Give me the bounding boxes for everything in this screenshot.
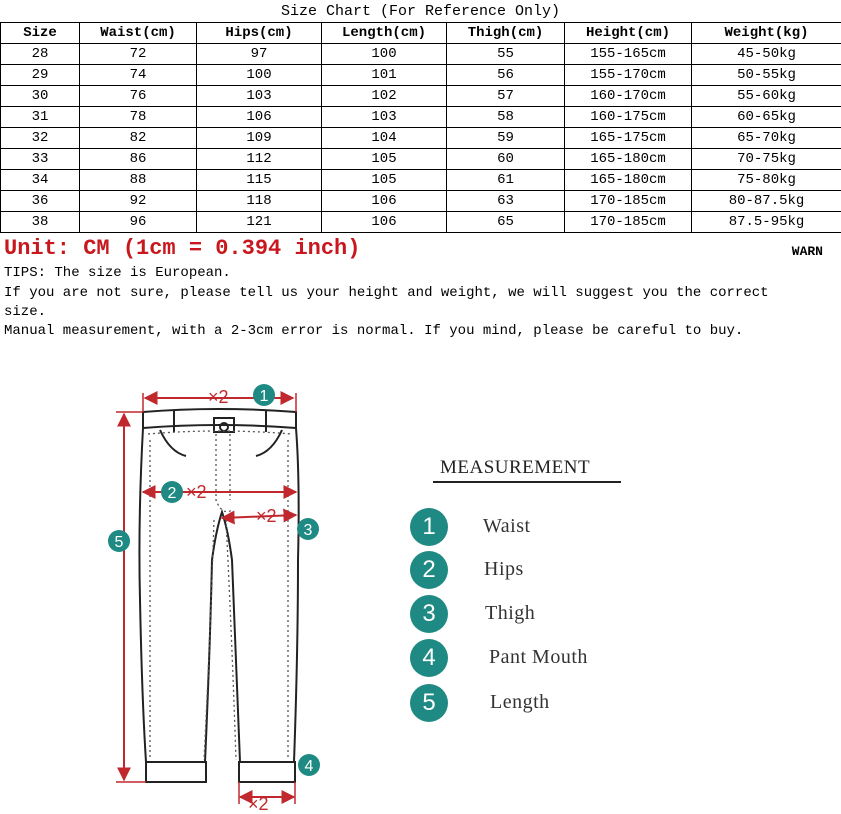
table-cell: 63 xyxy=(447,191,565,212)
legend-label: Length xyxy=(490,691,550,713)
table-cell: 165-175cm xyxy=(565,128,692,149)
table-cell: 28 xyxy=(1,44,80,65)
table-row xyxy=(1,107,841,128)
marker-5 xyxy=(108,530,130,552)
table-cell: 106 xyxy=(322,191,447,212)
table-cell: 31 xyxy=(1,107,80,128)
table-cell: 55-60kg xyxy=(692,86,841,107)
table-cell: 96 xyxy=(80,212,197,233)
table-cell: 82 xyxy=(80,128,197,149)
legend-number: 4 xyxy=(410,639,448,677)
table-cell: 105 xyxy=(322,170,447,191)
measurement-title: MEASUREMENT xyxy=(440,457,591,478)
table-cell: 155-170cm xyxy=(565,65,692,86)
table-cell: 101 xyxy=(322,65,447,86)
table-cell: 97 xyxy=(197,44,322,65)
column-header: Thigh(cm) xyxy=(447,23,565,44)
column-header: Length(cm) xyxy=(322,23,447,44)
tip-line: TIPS: The size is European. xyxy=(4,265,231,281)
table-cell: 72 xyxy=(80,44,197,65)
table-cell: 61 xyxy=(447,170,565,191)
pants-diagram xyxy=(0,340,400,814)
svg-text:5: 5 xyxy=(114,534,124,551)
svg-text:4: 4 xyxy=(304,758,314,775)
table-cell: 160-175cm xyxy=(565,107,692,128)
table-cell: 100 xyxy=(322,44,447,65)
table-cell: 60-65kg xyxy=(692,107,841,128)
table-cell: 80-87.5kg xyxy=(692,191,841,212)
marker-2 xyxy=(161,481,183,503)
column-header: Weight(kg) xyxy=(692,23,841,44)
measurement-underline xyxy=(433,481,621,483)
table-row xyxy=(1,170,841,191)
tip-line: If you are not sure, please tell us your height and weight, we will suggest you the correct xyxy=(4,285,769,301)
waist-x2-label: ×2 xyxy=(208,387,229,407)
pant-mouth-x2-label: ×2 xyxy=(248,794,269,814)
legend-label: Thigh xyxy=(485,602,536,624)
table-cell: 59 xyxy=(447,128,565,149)
svg-text:1: 1 xyxy=(259,388,269,405)
legend-label: Pant Mouth xyxy=(489,646,588,668)
tip-line: Manual measurement, with a 2-3cm error is normal. If you mind, please be careful to buy. xyxy=(4,323,744,339)
table-cell: 102 xyxy=(322,86,447,107)
table-row xyxy=(1,86,841,107)
table-cell: 55 xyxy=(447,44,565,65)
legend-item-pant-mouth xyxy=(410,639,670,679)
table-cell: 33 xyxy=(1,149,80,170)
table-cell: 87.5-95kg xyxy=(692,212,841,233)
marker-4 xyxy=(298,754,320,776)
svg-text:2: 2 xyxy=(167,485,177,502)
table-cell: 165-180cm xyxy=(565,170,692,191)
size-chart-table xyxy=(0,22,841,233)
table-cell: 92 xyxy=(80,191,197,212)
table-row xyxy=(1,212,841,233)
table-cell: 103 xyxy=(322,107,447,128)
legend-item-waist xyxy=(410,508,670,548)
table-cell: 109 xyxy=(197,128,322,149)
legend-number: 2 xyxy=(410,551,448,589)
size-chart-caption: Size Chart (For Reference Only) xyxy=(280,3,561,20)
table-cell: 103 xyxy=(197,86,322,107)
svg-text:3: 3 xyxy=(303,522,313,539)
table-cell: 76 xyxy=(80,86,197,107)
table-cell: 36 xyxy=(1,191,80,212)
table-cell: 121 xyxy=(197,212,322,233)
column-header: Size xyxy=(1,23,80,44)
table-cell: 170-185cm xyxy=(565,191,692,212)
table-cell: 118 xyxy=(197,191,322,212)
table-cell: 34 xyxy=(1,170,80,191)
table-cell: 115 xyxy=(197,170,322,191)
table-cell: 165-180cm xyxy=(565,149,692,170)
table-row xyxy=(1,191,841,212)
table-cell: 30 xyxy=(1,86,80,107)
table-cell: 106 xyxy=(197,107,322,128)
legend-item-thigh xyxy=(410,595,670,635)
hips-x2-label: ×2 xyxy=(186,482,207,502)
table-cell: 29 xyxy=(1,65,80,86)
table-cell: 50-55kg xyxy=(692,65,841,86)
column-header: Height(cm) xyxy=(565,23,692,44)
column-header: Hips(cm) xyxy=(197,23,322,44)
table-cell: 70-75kg xyxy=(692,149,841,170)
legend-number: 3 xyxy=(410,595,448,633)
table-cell: 75-80kg xyxy=(692,170,841,191)
legend-label: Waist xyxy=(483,515,531,537)
table-cell: 56 xyxy=(447,65,565,86)
table-cell: 38 xyxy=(1,212,80,233)
marker-1 xyxy=(253,384,275,406)
table-cell: 112 xyxy=(197,149,322,170)
table-row xyxy=(1,149,841,170)
marker-3 xyxy=(297,518,319,540)
warn-label: WARN xyxy=(791,244,823,259)
table-cell: 100 xyxy=(197,65,322,86)
thigh-x2-label: ×2 xyxy=(256,506,277,526)
legend-item-length xyxy=(410,684,670,724)
table-cell: 45-50kg xyxy=(692,44,841,65)
stitch-lines xyxy=(148,431,292,760)
legend-item-hips xyxy=(410,551,670,591)
table-cell: 57 xyxy=(447,86,565,107)
table-cell: 74 xyxy=(80,65,197,86)
pants-outline xyxy=(139,409,298,782)
table-cell: 106 xyxy=(322,212,447,233)
legend-number: 1 xyxy=(410,508,448,546)
table-cell: 78 xyxy=(80,107,197,128)
table-cell: 160-170cm xyxy=(565,86,692,107)
table-cell: 86 xyxy=(80,149,197,170)
table-cell: 155-165cm xyxy=(565,44,692,65)
table-cell: 58 xyxy=(447,107,565,128)
table-cell: 60 xyxy=(447,149,565,170)
table-row xyxy=(1,65,841,86)
column-header: Waist(cm) xyxy=(80,23,197,44)
table-cell: 32 xyxy=(1,128,80,149)
unit-note: Unit: CM (1cm = 0.394 inch) xyxy=(4,236,361,261)
table-cell: 65 xyxy=(447,212,565,233)
table-row xyxy=(1,128,841,149)
table-cell: 105 xyxy=(322,149,447,170)
table-cell: 104 xyxy=(322,128,447,149)
table-header-row xyxy=(1,23,841,44)
legend-label: Hips xyxy=(484,558,524,580)
legend-number: 5 xyxy=(410,684,448,722)
table-cell: 170-185cm xyxy=(565,212,692,233)
tip-line: size. xyxy=(4,304,47,320)
table-cell: 88 xyxy=(80,170,197,191)
table-cell: 65-70kg xyxy=(692,128,841,149)
table-row xyxy=(1,44,841,65)
